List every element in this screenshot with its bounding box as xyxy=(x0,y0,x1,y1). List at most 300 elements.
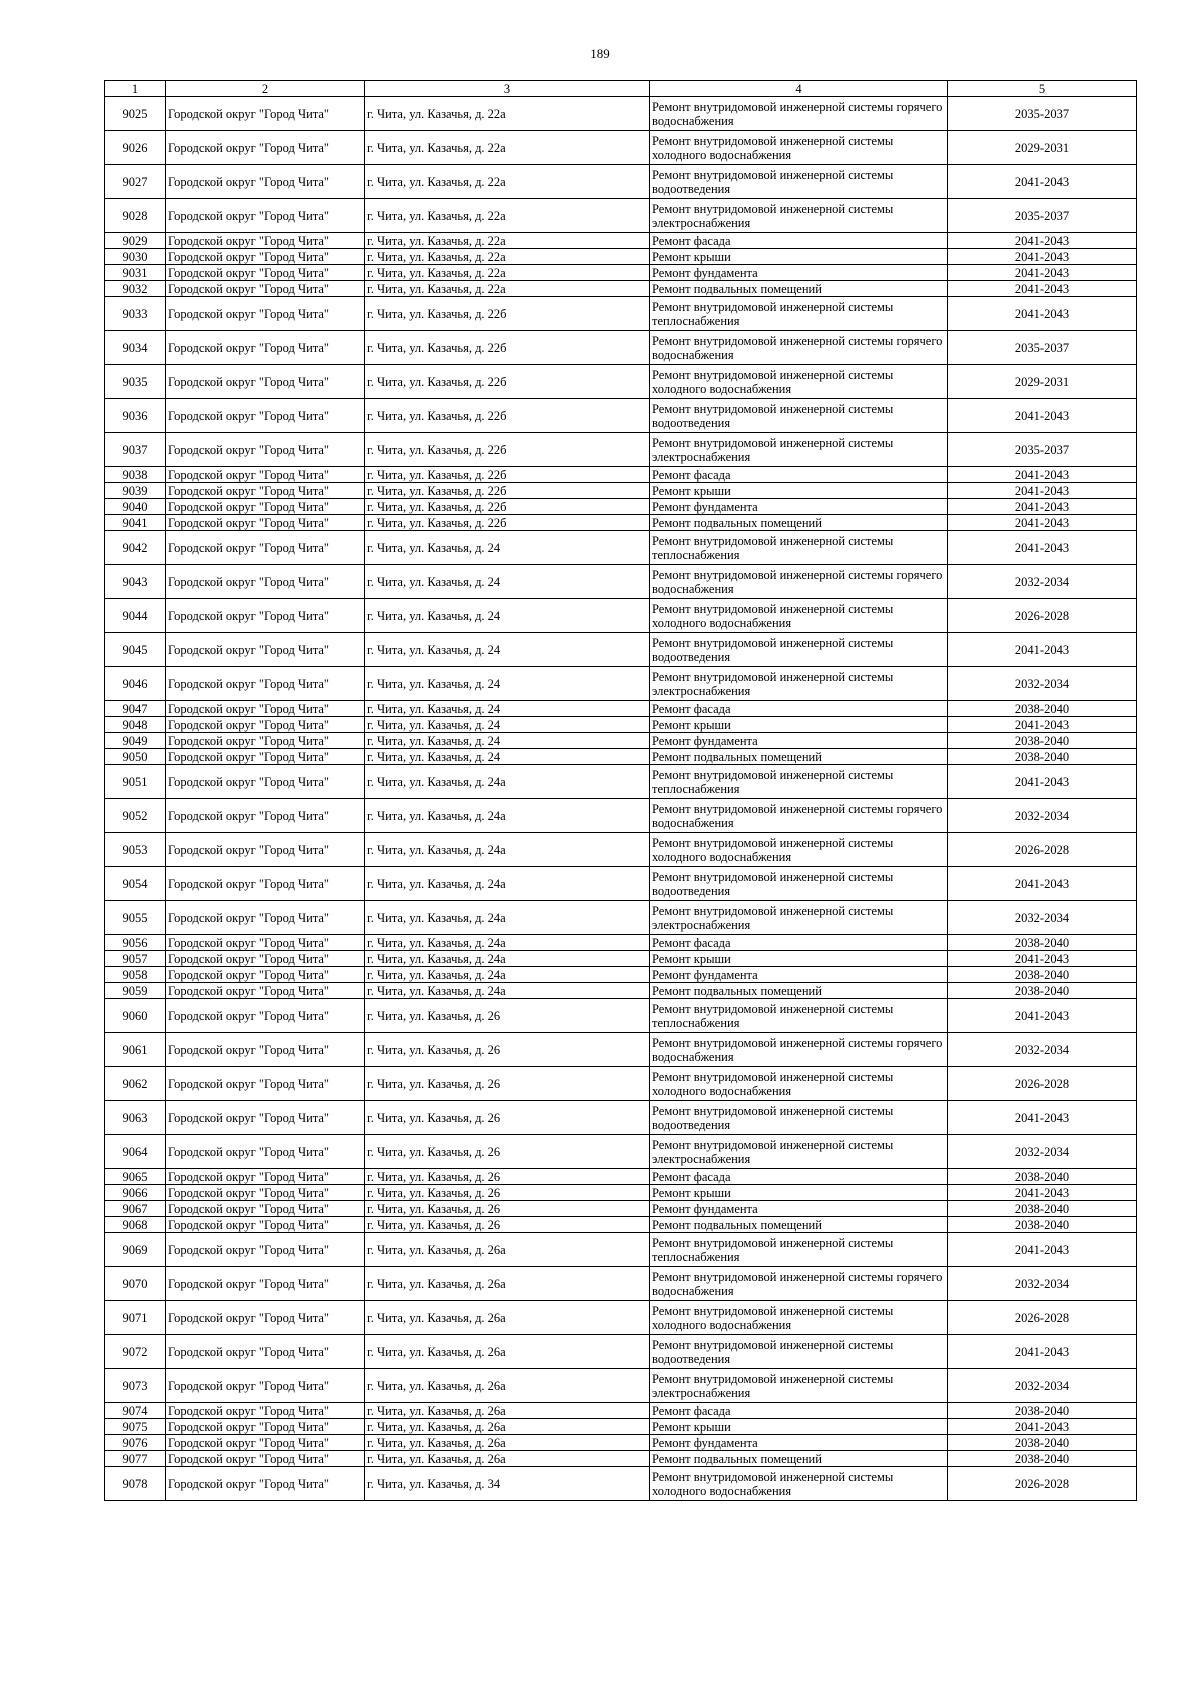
table-row xyxy=(105,1217,1137,1233)
municipality-cell: Городской округ "Город Чита" xyxy=(166,633,365,667)
row-number-cell: 9026 xyxy=(105,131,166,165)
table-row xyxy=(105,1185,1137,1201)
work-type-cell: Ремонт внутридомовой инженерной системы водоотведения xyxy=(650,1335,948,1369)
period-cell: 2041-2043 xyxy=(948,233,1137,249)
period-cell: 2041-2043 xyxy=(948,165,1137,199)
table-row xyxy=(105,633,1137,667)
row-number-cell: 9035 xyxy=(105,365,166,399)
work-type-cell: Ремонт внутридомовой инженерной системы водоотведения xyxy=(650,633,948,667)
address-cell: г. Чита, ул. Казачья, д. 22б xyxy=(365,399,650,433)
table-row xyxy=(105,951,1137,967)
row-number-cell: 9044 xyxy=(105,599,166,633)
municipality-cell: Городской округ "Город Чита" xyxy=(166,1267,365,1301)
period-cell: 2038-2040 xyxy=(948,1201,1137,1217)
row-number-cell: 9036 xyxy=(105,399,166,433)
address-cell: г. Чита, ул. Казачья, д. 34 xyxy=(365,1467,650,1501)
work-type-cell: Ремонт подвальных помещений xyxy=(650,749,948,765)
work-type-cell: Ремонт внутридомовой инженерной системы теплоснабжения xyxy=(650,999,948,1033)
municipality-cell: Городской округ "Город Чита" xyxy=(166,467,365,483)
table-row xyxy=(105,1067,1137,1101)
municipality-cell: Городской округ "Город Чита" xyxy=(166,733,365,749)
column-header-period: 5 xyxy=(948,81,1137,97)
row-number-cell: 9041 xyxy=(105,515,166,531)
work-type-cell: Ремонт внутридомовой инженерной системы электроснабжения xyxy=(650,1135,948,1169)
municipality-cell: Городской округ "Город Чита" xyxy=(166,1233,365,1267)
address-cell: г. Чита, ул. Казачья, д. 26 xyxy=(365,1217,650,1233)
municipality-cell: Городской округ "Город Чита" xyxy=(166,399,365,433)
work-type-cell: Ремонт подвальных помещений xyxy=(650,1217,948,1233)
address-cell: г. Чита, ул. Казачья, д. 26а xyxy=(365,1435,650,1451)
row-number-cell: 9030 xyxy=(105,249,166,265)
period-cell: 2032-2034 xyxy=(948,667,1137,701)
work-type-cell: Ремонт внутридомовой инженерной системы холодного водоснабжения xyxy=(650,131,948,165)
work-type-cell: Ремонт фасада xyxy=(650,1403,948,1419)
address-cell: г. Чита, ул. Казачья, д. 26а xyxy=(365,1451,650,1467)
period-cell: 2041-2043 xyxy=(948,515,1137,531)
work-type-cell: Ремонт внутридомовой инженерной системы электроснабжения xyxy=(650,433,948,467)
table-header-row xyxy=(105,81,1137,97)
work-type-cell: Ремонт внутридомовой инженерной системы электроснабжения xyxy=(650,667,948,701)
row-number-cell: 9072 xyxy=(105,1335,166,1369)
work-type-cell: Ремонт внутридомовой инженерной системы холодного водоснабжения xyxy=(650,1301,948,1335)
row-number-cell: 9038 xyxy=(105,467,166,483)
column-header-municipality: 2 xyxy=(166,81,365,97)
period-cell: 2026-2028 xyxy=(948,833,1137,867)
address-cell: г. Чита, ул. Казачья, д. 26 xyxy=(365,1185,650,1201)
table-row xyxy=(105,433,1137,467)
municipality-cell: Городской округ "Город Чита" xyxy=(166,1335,365,1369)
table-row xyxy=(105,97,1137,131)
work-type-cell: Ремонт внутридомовой инженерной системы горячего водоснабжения xyxy=(650,97,948,131)
row-number-cell: 9063 xyxy=(105,1101,166,1135)
period-cell: 2038-2040 xyxy=(948,749,1137,765)
municipality-cell: Городской округ "Город Чита" xyxy=(166,599,365,633)
work-type-cell: Ремонт внутридомовой инженерной системы водоотведения xyxy=(650,867,948,901)
address-cell: г. Чита, ул. Казачья, д. 24а xyxy=(365,765,650,799)
municipality-cell: Городской округ "Город Чита" xyxy=(166,999,365,1033)
municipality-cell: Городской округ "Город Чита" xyxy=(166,1101,365,1135)
municipality-cell: Городской округ "Город Чита" xyxy=(166,499,365,515)
work-type-cell: Ремонт крыши xyxy=(650,951,948,967)
period-cell: 2035-2037 xyxy=(948,331,1137,365)
period-cell: 2041-2043 xyxy=(948,1101,1137,1135)
row-number-cell: 9031 xyxy=(105,265,166,281)
table-row xyxy=(105,297,1137,331)
period-cell: 2032-2034 xyxy=(948,1135,1137,1169)
work-type-cell: Ремонт крыши xyxy=(650,717,948,733)
municipality-cell: Городской округ "Город Чита" xyxy=(166,833,365,867)
municipality-cell: Городской округ "Город Чита" xyxy=(166,867,365,901)
municipality-cell: Городской округ "Город Чита" xyxy=(166,1067,365,1101)
table-row xyxy=(105,833,1137,867)
address-cell: г. Чита, ул. Казачья, д. 22а xyxy=(365,281,650,297)
municipality-cell: Городской округ "Город Чита" xyxy=(166,433,365,467)
row-number-cell: 9055 xyxy=(105,901,166,935)
address-cell: г. Чита, ул. Казачья, д. 22а xyxy=(365,97,650,131)
municipality-cell: Городской округ "Город Чита" xyxy=(166,1169,365,1185)
work-type-cell: Ремонт крыши xyxy=(650,249,948,265)
row-number-cell: 9049 xyxy=(105,733,166,749)
row-number-cell: 9064 xyxy=(105,1135,166,1169)
table-row xyxy=(105,281,1137,297)
work-type-cell: Ремонт крыши xyxy=(650,1185,948,1201)
municipality-cell: Городской округ "Город Чита" xyxy=(166,365,365,399)
table-row xyxy=(105,867,1137,901)
address-cell: г. Чита, ул. Казачья, д. 22б xyxy=(365,365,650,399)
address-cell: г. Чита, ул. Казачья, д. 26 xyxy=(365,999,650,1033)
period-cell: 2038-2040 xyxy=(948,983,1137,999)
period-cell: 2032-2034 xyxy=(948,799,1137,833)
table-row xyxy=(105,1267,1137,1301)
work-type-cell: Ремонт внутридомовой инженерной системы холодного водоснабжения xyxy=(650,1067,948,1101)
address-cell: г. Чита, ул. Казачья, д. 24а xyxy=(365,799,650,833)
period-cell: 2038-2040 xyxy=(948,935,1137,951)
municipality-cell: Городской округ "Город Чита" xyxy=(166,799,365,833)
work-type-cell: Ремонт внутридомовой инженерной системы горячего водоснабжения xyxy=(650,331,948,365)
work-type-cell: Ремонт внутридомовой инженерной системы холодного водоснабжения xyxy=(650,833,948,867)
period-cell: 2032-2034 xyxy=(948,1267,1137,1301)
period-cell: 2038-2040 xyxy=(948,967,1137,983)
period-cell: 2035-2037 xyxy=(948,199,1137,233)
table-row xyxy=(105,131,1137,165)
address-cell: г. Чита, ул. Казачья, д. 24 xyxy=(365,565,650,599)
address-cell: г. Чита, ул. Казачья, д. 24 xyxy=(365,749,650,765)
municipality-cell: Городской округ "Город Чита" xyxy=(166,97,365,131)
municipality-cell: Городской округ "Город Чита" xyxy=(166,901,365,935)
work-type-cell: Ремонт фундамента xyxy=(650,733,948,749)
address-cell: г. Чита, ул. Казачья, д. 22б xyxy=(365,483,650,499)
address-cell: г. Чита, ул. Казачья, д. 22а xyxy=(365,199,650,233)
row-number-cell: 9065 xyxy=(105,1169,166,1185)
table-row xyxy=(105,565,1137,599)
address-cell: г. Чита, ул. Казачья, д. 24 xyxy=(365,701,650,717)
address-cell: г. Чита, ул. Казачья, д. 22б xyxy=(365,331,650,365)
table-row xyxy=(105,199,1137,233)
work-type-cell: Ремонт внутридомовой инженерной системы электроснабжения xyxy=(650,1369,948,1403)
period-cell: 2035-2037 xyxy=(948,97,1137,131)
address-cell: г. Чита, ул. Казачья, д. 24а xyxy=(365,935,650,951)
table-row xyxy=(105,1419,1137,1435)
period-cell: 2041-2043 xyxy=(948,765,1137,799)
address-cell: г. Чита, ул. Казачья, д. 22б xyxy=(365,433,650,467)
work-type-cell: Ремонт внутридомовой инженерной системы водоотведения xyxy=(650,1101,948,1135)
table-row xyxy=(105,249,1137,265)
address-cell: г. Чита, ул. Казачья, д. 22б xyxy=(365,499,650,515)
municipality-cell: Городской округ "Город Чита" xyxy=(166,249,365,265)
address-cell: г. Чита, ул. Казачья, д. 26а xyxy=(365,1403,650,1419)
period-cell: 2038-2040 xyxy=(948,1451,1137,1467)
table-row xyxy=(105,331,1137,365)
table-row xyxy=(105,901,1137,935)
work-type-cell: Ремонт крыши xyxy=(650,1419,948,1435)
work-type-cell: Ремонт фасада xyxy=(650,701,948,717)
table-row xyxy=(105,499,1137,515)
table-row xyxy=(105,1101,1137,1135)
municipality-cell: Городской округ "Город Чита" xyxy=(166,1451,365,1467)
row-number-cell: 9069 xyxy=(105,1233,166,1267)
period-cell: 2041-2043 xyxy=(948,633,1137,667)
row-number-cell: 9078 xyxy=(105,1467,166,1501)
municipality-cell: Городской округ "Город Чита" xyxy=(166,297,365,331)
period-cell: 2029-2031 xyxy=(948,131,1137,165)
municipality-cell: Городской округ "Город Чита" xyxy=(166,1201,365,1217)
table-body xyxy=(105,97,1137,1501)
municipality-cell: Городской округ "Город Чита" xyxy=(166,1033,365,1067)
municipality-cell: Городской округ "Город Чита" xyxy=(166,1435,365,1451)
municipality-cell: Городской округ "Город Чита" xyxy=(166,1403,365,1419)
work-type-cell: Ремонт внутридомовой инженерной системы теплоснабжения xyxy=(650,531,948,565)
address-cell: г. Чита, ул. Казачья, д. 24а xyxy=(365,833,650,867)
address-cell: г. Чита, ул. Казачья, д. 24а xyxy=(365,967,650,983)
municipality-cell: Городской округ "Город Чита" xyxy=(166,951,365,967)
column-header-number: 1 xyxy=(105,81,166,97)
municipality-cell: Городской округ "Город Чита" xyxy=(166,233,365,249)
row-number-cell: 9062 xyxy=(105,1067,166,1101)
address-cell: г. Чита, ул. Казачья, д. 22б xyxy=(365,297,650,331)
period-cell: 2041-2043 xyxy=(948,297,1137,331)
period-cell: 2041-2043 xyxy=(948,499,1137,515)
address-cell: г. Чита, ул. Казачья, д. 26а xyxy=(365,1301,650,1335)
municipality-cell: Городской округ "Город Чита" xyxy=(166,531,365,565)
table-row xyxy=(105,515,1137,531)
work-type-cell: Ремонт фундамента xyxy=(650,1201,948,1217)
address-cell: г. Чита, ул. Казачья, д. 24 xyxy=(365,633,650,667)
table-row xyxy=(105,467,1137,483)
work-type-cell: Ремонт подвальных помещений xyxy=(650,515,948,531)
address-cell: г. Чита, ул. Казачья, д. 24 xyxy=(365,667,650,701)
row-number-cell: 9050 xyxy=(105,749,166,765)
period-cell: 2038-2040 xyxy=(948,1403,1137,1419)
row-number-cell: 9034 xyxy=(105,331,166,365)
table-row xyxy=(105,717,1137,733)
work-type-cell: Ремонт фасада xyxy=(650,1169,948,1185)
table-row xyxy=(105,749,1137,765)
table-row xyxy=(105,1201,1137,1217)
row-number-cell: 9032 xyxy=(105,281,166,297)
table-row xyxy=(105,531,1137,565)
municipality-cell: Городской округ "Город Чита" xyxy=(166,565,365,599)
table-row xyxy=(105,1435,1137,1451)
work-type-cell: Ремонт внутридомовой инженерной системы теплоснабжения xyxy=(650,297,948,331)
period-cell: 2041-2043 xyxy=(948,281,1137,297)
table-row xyxy=(105,1169,1137,1185)
work-type-cell: Ремонт внутридомовой инженерной системы холодного водоснабжения xyxy=(650,1467,948,1501)
row-number-cell: 9046 xyxy=(105,667,166,701)
table-row xyxy=(105,1335,1137,1369)
row-number-cell: 9075 xyxy=(105,1419,166,1435)
row-number-cell: 9073 xyxy=(105,1369,166,1403)
table-row xyxy=(105,983,1137,999)
row-number-cell: 9028 xyxy=(105,199,166,233)
table-row xyxy=(105,935,1137,951)
municipality-cell: Городской округ "Город Чита" xyxy=(166,667,365,701)
table-row xyxy=(105,599,1137,633)
municipality-cell: Городской округ "Город Чита" xyxy=(166,165,365,199)
municipality-cell: Городской округ "Город Чита" xyxy=(166,765,365,799)
address-cell: г. Чита, ул. Казачья, д. 26 xyxy=(365,1135,650,1169)
table-row xyxy=(105,1403,1137,1419)
period-cell: 2041-2043 xyxy=(948,1233,1137,1267)
table-row xyxy=(105,1135,1137,1169)
municipality-cell: Городской округ "Город Чита" xyxy=(166,967,365,983)
period-cell: 2032-2034 xyxy=(948,1033,1137,1067)
work-type-cell: Ремонт фундамента xyxy=(650,265,948,281)
address-cell: г. Чита, ул. Казачья, д. 22а xyxy=(365,233,650,249)
table-row xyxy=(105,733,1137,749)
address-cell: г. Чита, ул. Казачья, д. 22а xyxy=(365,249,650,265)
work-type-cell: Ремонт внутридомовой инженерной системы теплоснабжения xyxy=(650,1233,948,1267)
address-cell: г. Чита, ул. Казачья, д. 24а xyxy=(365,867,650,901)
row-number-cell: 9058 xyxy=(105,967,166,983)
period-cell: 2029-2031 xyxy=(948,365,1137,399)
row-number-cell: 9042 xyxy=(105,531,166,565)
table-row xyxy=(105,1369,1137,1403)
table-row xyxy=(105,999,1137,1033)
address-cell: г. Чита, ул. Казачья, д. 24 xyxy=(365,599,650,633)
period-cell: 2041-2043 xyxy=(948,867,1137,901)
work-type-cell: Ремонт внутридомовой инженерной системы горячего водоснабжения xyxy=(650,799,948,833)
page-number: 189 xyxy=(590,46,610,61)
table-row xyxy=(105,1233,1137,1267)
address-cell: г. Чита, ул. Казачья, д. 24 xyxy=(365,531,650,565)
table-row xyxy=(105,1033,1137,1067)
work-type-cell: Ремонт внутридомовой инженерной системы холодного водоснабжения xyxy=(650,599,948,633)
row-number-cell: 9067 xyxy=(105,1201,166,1217)
period-cell: 2041-2043 xyxy=(948,951,1137,967)
table-row xyxy=(105,765,1137,799)
row-number-cell: 9056 xyxy=(105,935,166,951)
municipality-cell: Городской округ "Город Чита" xyxy=(166,983,365,999)
table-row xyxy=(105,399,1137,433)
address-cell: г. Чита, ул. Казачья, д. 24 xyxy=(365,717,650,733)
table-row xyxy=(105,165,1137,199)
work-type-cell: Ремонт внутридомовой инженерной системы электроснабжения xyxy=(650,901,948,935)
address-cell: г. Чита, ул. Казачья, д. 24а xyxy=(365,951,650,967)
municipality-cell: Городской округ "Город Чита" xyxy=(166,515,365,531)
address-cell: г. Чита, ул. Казачья, д. 26а xyxy=(365,1369,650,1403)
row-number-cell: 9060 xyxy=(105,999,166,1033)
address-cell: г. Чита, ул. Казачья, д. 26а xyxy=(365,1335,650,1369)
row-number-cell: 9052 xyxy=(105,799,166,833)
table-row xyxy=(105,701,1137,717)
row-number-cell: 9047 xyxy=(105,701,166,717)
period-cell: 2041-2043 xyxy=(948,483,1137,499)
period-cell: 2041-2043 xyxy=(948,467,1137,483)
row-number-cell: 9057 xyxy=(105,951,166,967)
table-row xyxy=(105,667,1137,701)
row-number-cell: 9066 xyxy=(105,1185,166,1201)
period-cell: 2041-2043 xyxy=(948,1335,1137,1369)
address-cell: г. Чита, ул. Казачья, д. 26 xyxy=(365,1101,650,1135)
work-type-cell: Ремонт фасада xyxy=(650,233,948,249)
repair-schedule-table xyxy=(104,80,1137,1501)
address-cell: г. Чита, ул. Казачья, д. 26 xyxy=(365,1201,650,1217)
municipality-cell: Городской округ "Город Чита" xyxy=(166,483,365,499)
row-number-cell: 9045 xyxy=(105,633,166,667)
work-type-cell: Ремонт подвальных помещений xyxy=(650,1451,948,1467)
column-header-work-type: 4 xyxy=(650,81,948,97)
work-type-cell: Ремонт внутридомовой инженерной системы электроснабжения xyxy=(650,199,948,233)
period-cell: 2032-2034 xyxy=(948,901,1137,935)
period-cell: 2041-2043 xyxy=(948,1419,1137,1435)
period-cell: 2038-2040 xyxy=(948,1435,1137,1451)
address-cell: г. Чита, ул. Казачья, д. 24а xyxy=(365,901,650,935)
table-row xyxy=(105,365,1137,399)
row-number-cell: 9039 xyxy=(105,483,166,499)
work-type-cell: Ремонт подвальных помещений xyxy=(650,281,948,297)
work-type-cell: Ремонт внутридомовой инженерной системы теплоснабжения xyxy=(650,765,948,799)
row-number-cell: 9048 xyxy=(105,717,166,733)
table-row xyxy=(105,799,1137,833)
table-row xyxy=(105,233,1137,249)
period-cell: 2041-2043 xyxy=(948,531,1137,565)
municipality-cell: Городской округ "Город Чита" xyxy=(166,701,365,717)
work-type-cell: Ремонт крыши xyxy=(650,483,948,499)
period-cell: 2038-2040 xyxy=(948,1169,1137,1185)
work-type-cell: Ремонт фундамента xyxy=(650,967,948,983)
address-cell: г. Чита, ул. Казачья, д. 26 xyxy=(365,1033,650,1067)
address-cell: г. Чита, ул. Казачья, д. 24 xyxy=(365,733,650,749)
municipality-cell: Городской округ "Город Чита" xyxy=(166,1185,365,1201)
row-number-cell: 9053 xyxy=(105,833,166,867)
address-cell: г. Чита, ул. Казачья, д. 26а xyxy=(365,1233,650,1267)
row-number-cell: 9070 xyxy=(105,1267,166,1301)
period-cell: 2041-2043 xyxy=(948,399,1137,433)
row-number-cell: 9071 xyxy=(105,1301,166,1335)
period-cell: 2026-2028 xyxy=(948,1301,1137,1335)
municipality-cell: Городской округ "Город Чита" xyxy=(166,1467,365,1501)
row-number-cell: 9059 xyxy=(105,983,166,999)
period-cell: 2032-2034 xyxy=(948,1369,1137,1403)
period-cell: 2041-2043 xyxy=(948,265,1137,281)
period-cell: 2038-2040 xyxy=(948,701,1137,717)
row-number-cell: 9068 xyxy=(105,1217,166,1233)
work-type-cell: Ремонт внутридомовой инженерной системы горячего водоснабжения xyxy=(650,565,948,599)
municipality-cell: Городской округ "Город Чита" xyxy=(166,1419,365,1435)
municipality-cell: Городской округ "Город Чита" xyxy=(166,935,365,951)
table-row xyxy=(105,1301,1137,1335)
row-number-cell: 9033 xyxy=(105,297,166,331)
row-number-cell: 9074 xyxy=(105,1403,166,1419)
address-cell: г. Чита, ул. Казачья, д. 22а xyxy=(365,165,650,199)
row-number-cell: 9029 xyxy=(105,233,166,249)
municipality-cell: Городской округ "Город Чита" xyxy=(166,1217,365,1233)
period-cell: 2038-2040 xyxy=(948,733,1137,749)
address-cell: г. Чита, ул. Казачья, д. 26а xyxy=(365,1419,650,1435)
address-cell: г. Чита, ул. Казачья, д. 26а xyxy=(365,1267,650,1301)
work-type-cell: Ремонт подвальных помещений xyxy=(650,983,948,999)
municipality-cell: Городской округ "Город Чита" xyxy=(166,265,365,281)
row-number-cell: 9025 xyxy=(105,97,166,131)
period-cell: 2026-2028 xyxy=(948,1067,1137,1101)
row-number-cell: 9043 xyxy=(105,565,166,599)
row-number-cell: 9037 xyxy=(105,433,166,467)
row-number-cell: 9054 xyxy=(105,867,166,901)
work-type-cell: Ремонт фундамента xyxy=(650,499,948,515)
municipality-cell: Городской округ "Город Чита" xyxy=(166,281,365,297)
row-number-cell: 9061 xyxy=(105,1033,166,1067)
address-cell: г. Чита, ул. Казачья, д. 22б xyxy=(365,515,650,531)
municipality-cell: Городской округ "Город Чита" xyxy=(166,131,365,165)
municipality-cell: Городской округ "Город Чита" xyxy=(166,331,365,365)
municipality-cell: Городской округ "Город Чита" xyxy=(166,717,365,733)
work-type-cell: Ремонт внутридомовой инженерной системы горячего водоснабжения xyxy=(650,1267,948,1301)
row-number-cell: 9051 xyxy=(105,765,166,799)
period-cell: 2032-2034 xyxy=(948,565,1137,599)
period-cell: 2035-2037 xyxy=(948,433,1137,467)
address-cell: г. Чита, ул. Казачья, д. 26 xyxy=(365,1067,650,1101)
table-row xyxy=(105,265,1137,281)
